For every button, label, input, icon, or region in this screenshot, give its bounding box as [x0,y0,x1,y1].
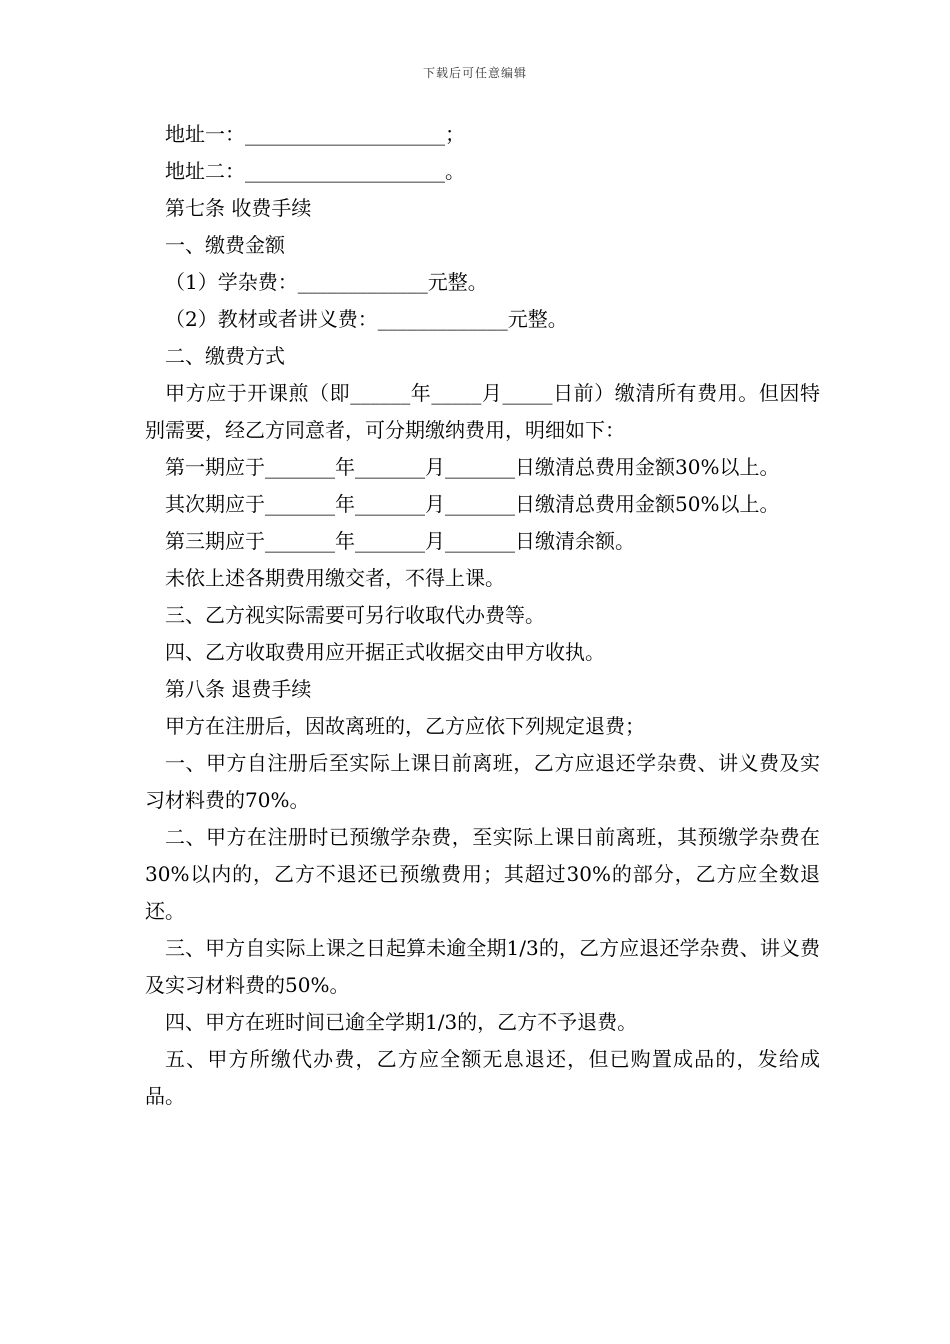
receipt-clause: 四、乙方收取费用应开据正式收据交由甲方收执。 [165,640,605,664]
agency-fee-clause: 三、乙方视实际需要可另行收取代办费等。 [165,603,545,627]
article-7-heading: 第七条 收费手续 [165,196,312,220]
refund-rule-4: 四、甲方在班时间已逾全学期1/3的，乙方不予退费。 [165,1010,638,1034]
tuition-fee-line: （1）学杂费：_____________元整。 [165,270,488,294]
no-payment-clause: 未依上述各期费用缴交者，不得上课。 [165,566,505,590]
address-line-2: 地址二：____________________。 [165,159,465,183]
installment-1: 第一期应于_______年_______月_______日缴清总费用金额30%以上。 [165,455,780,479]
refund-intro: 甲方在注册后，因故离班的，乙方应依下列规定退费； [165,714,645,738]
payment-method-paragraph: 甲方应于开课煎（即______年_____月_____日前）缴清所有费用。但因特别需要，经乙方同意者，可分期缴纳费用，明细如下： [145,381,820,442]
payment-method-heading: 二、缴费方式 [165,344,285,368]
page-header-note: 下载后可任意编辑 [422,66,527,80]
installment-3: 第三期应于_______年_______月_______日缴清余额。 [165,529,635,553]
refund-rule-1: 一、甲方自注册后至实际上课日前离班，乙方应退还学杂费、讲义费及实习材料费的70%。 [145,751,820,812]
article-8-heading: 第八条 退费手续 [165,677,312,701]
refund-rule-3: 三、甲方自实际上课之日起算未逾全期1/3的，乙方应退还学杂费、讲义费及实习材料费的50%。 [145,936,820,997]
address-line-1: 地址一：____________________； [165,122,465,146]
refund-rule-2: 二、甲方在注册时已预缴学杂费，至实际上课日前离班，其预缴学杂费在30%以内的，乙方不退还已预缴费用；其超过30%的部分，乙方应全数退还。 [145,825,820,923]
installment-2: 其次期应于_______年_______月_______日缴清总费用金额50%以上。 [165,492,780,516]
fee-amount-heading: 一、缴费金额 [165,233,285,257]
material-fee-line: （2）教材或者讲义费：_____________元整。 [165,307,568,331]
document-body [145,116,820,1115]
refund-rule-5: 五、甲方所缴代办费，乙方应全额无息退还，但已购置成品的，发给成品。 [145,1047,820,1108]
